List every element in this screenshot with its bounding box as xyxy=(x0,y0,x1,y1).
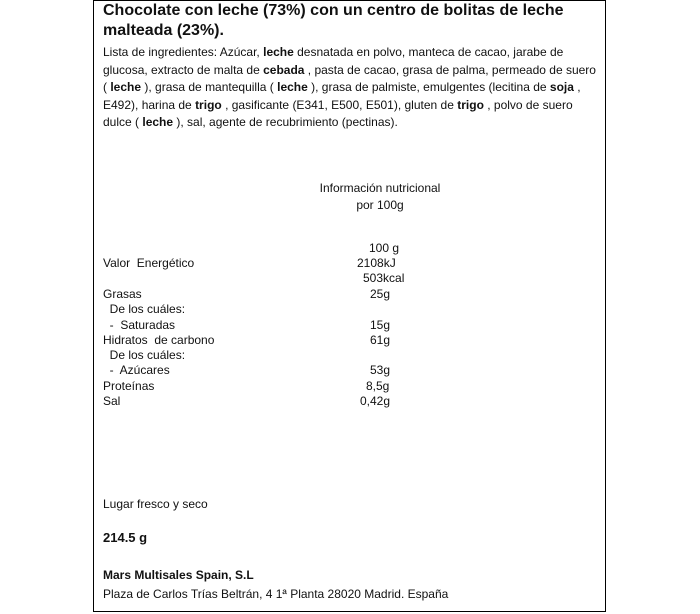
allergen-highlight: cebada xyxy=(263,62,305,77)
protein-value: 8,5g xyxy=(366,379,390,393)
ingredient-text: desnatada en polvo, manteca de cacao, jarabe de glucosa, extracto de malta de xyxy=(103,45,564,77)
allergen-highlight: leche xyxy=(277,80,308,94)
allergen-highlight: trigo xyxy=(195,97,222,112)
ingredient-text: , gasificante (E341, E500, E501), gluten de xyxy=(221,97,458,112)
nutrition-heading-line2: por 100g xyxy=(356,198,404,212)
fat-value: 25g xyxy=(370,287,391,301)
sugars-value: 53g xyxy=(370,363,391,377)
net-weight: 214.5 g xyxy=(103,530,148,545)
ingredient-text: Lista de ingredientes: Azúcar, xyxy=(103,45,264,59)
nutrition-column-header: 100 g xyxy=(369,241,400,255)
protein-label: Proteínas xyxy=(103,379,155,393)
carbs-value: 61g xyxy=(370,333,391,347)
saturated-value: 15g xyxy=(370,318,391,332)
nutrition-heading-line1: Información nutricional xyxy=(319,181,441,195)
company-address: Plaza de Carlos Trías Beltrán, 4 1ª Planta 28020 Madrid. España xyxy=(103,587,449,601)
carbs-label: Hidratos de carbono xyxy=(103,333,215,347)
nutrition-heading xyxy=(300,180,460,214)
allergen-highlight: trigo xyxy=(457,97,484,112)
ingredient-text: , pasta de cacao, grasa de palma, permeado de suero ( xyxy=(103,62,596,94)
allergen-highlight: leche xyxy=(110,80,142,94)
allergen-highlight: leche xyxy=(142,115,174,129)
ingredient-text: , polvo de suero dulce ( xyxy=(103,97,573,129)
storage-instructions: Lugar fresco y seco xyxy=(103,497,208,511)
ingredient-text: ), grasa de mantequilla ( xyxy=(141,80,278,94)
sugars-label: - Azúcares xyxy=(103,363,170,377)
company-name: Mars Multisales Spain, S.L xyxy=(103,568,254,582)
energy-kcal-value: 503kcal xyxy=(363,271,405,285)
fat-label: Grasas xyxy=(103,287,142,301)
allergen-highlight: leche xyxy=(263,45,294,59)
energy-kj-value: 2108kJ xyxy=(357,256,396,270)
ingredient-text: ), sal, agente de recubrimiento (pectinas). xyxy=(173,115,398,129)
ingredient-text: , E492), harina de xyxy=(103,80,581,112)
saturated-label: - Saturadas xyxy=(103,318,176,332)
product-title: Chocolate con leche (73%) con un centro de bolitas de leche malteada (23%). xyxy=(103,2,564,39)
allergen-highlight: soja xyxy=(549,80,574,94)
ingredient-text: ), grasa de palmiste, emulgentes (lecitina de xyxy=(307,80,550,94)
energy-label: Valor Energético xyxy=(103,256,195,270)
fat-breakdown-label: De los cuáles: xyxy=(103,302,186,316)
salt-label: Sal xyxy=(103,394,121,408)
salt-value: 0,42g xyxy=(360,394,391,408)
carbs-breakdown-label: De los cuáles: xyxy=(103,348,186,362)
ingredients-list xyxy=(103,44,601,132)
